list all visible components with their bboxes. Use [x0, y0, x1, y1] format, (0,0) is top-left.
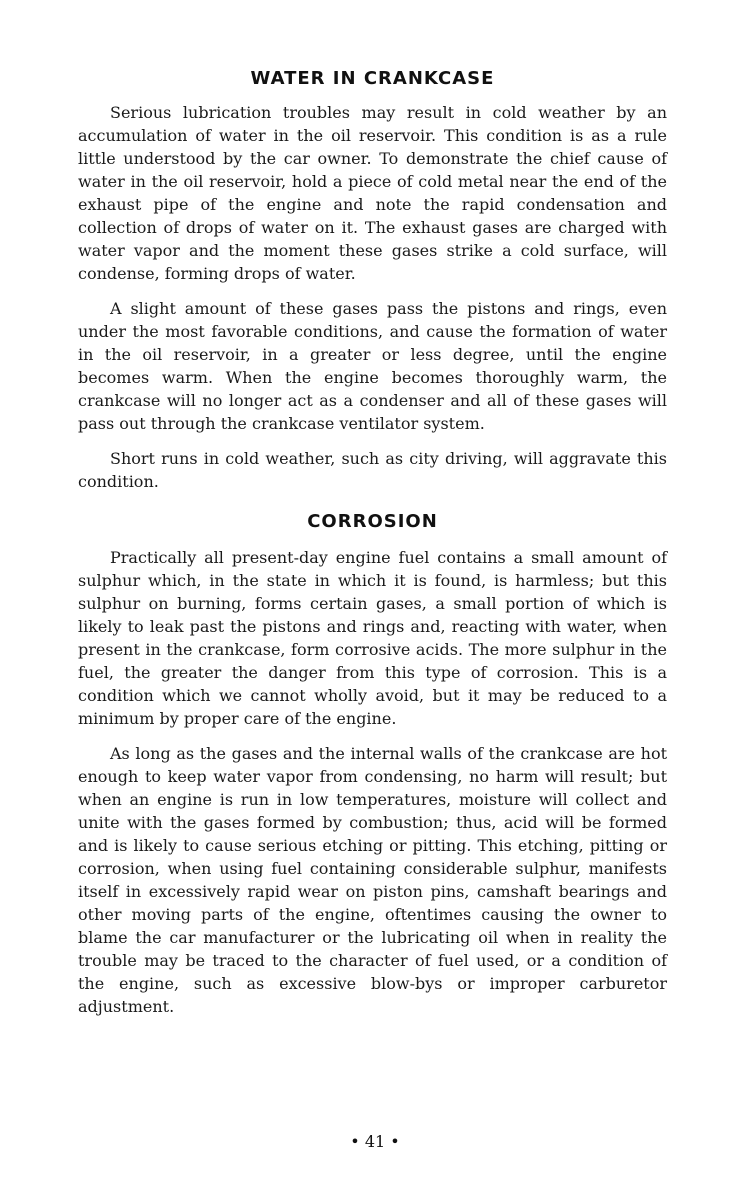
- paragraph-corrosion-1: Practically all present-day engine fuel contains a small amount of sulphur which, in the state in which it is found, is harmless; but this sulphur on burning, forms certain gases, a small portion of which is likely to leak past the pistons and rings and, reacting with water, when present in the crankcase, form corrosive acids. The more sulphur in the fuel, the greater the danger from this type of corrosion. This is a condition which we cannot wholly avoid, but it may be reduced to a minimum by proper care of the engine.: [78, 548, 667, 728]
- heading-water-in-crankcase: WATER IN CRANKCASE: [250, 68, 495, 89]
- page-number: • 41 •: [350, 1132, 400, 1151]
- page-content: [78, 68, 667, 1030]
- paragraph-water-2: A slight amount of these gases pass the pistons and rings, even under the most favorable conditions, and cause the formation of water in the oil reservoir, in a greater or less degree, until the engine becomes warm. When the engine becomes thoroughly warm, the crankcase will no longer act as a condenser and all of these gases will pass out through the crankcase ventilator system.: [78, 299, 667, 433]
- paragraph-water-3: Short runs in cold weather, such as city driving, will aggravate this condition.: [78, 449, 667, 491]
- paragraph-water-1: Serious lubrication troubles may result in cold weather by an accumulation of water in the oil reservoir. This condition is as a rule little understood by the car owner. To demonstrate the chief cause of water in the oil reservoir, hold a piece of cold metal near the end of the exhaust pipe of the engine and note the rapid condensation and collection of drops of water on it. The exhaust gases are charged with water vapor and the moment these gases strike a cold surface, will condense, forming drops of water.: [78, 103, 667, 283]
- heading-corrosion: CORROSION: [307, 511, 438, 532]
- paragraph-corrosion-2: As long as the gases and the internal walls of the crankcase are hot enough to keep water vapor from condensing, no harm will result; but when an engine is run in low temperatures, moisture will collect and unite with the gases formed by combustion; thus, acid will be formed and is likely to cause serious etching or pitting. This etching, pitting or corrosion, when using fuel containing considerable sulphur, manifests itself in excessively rapid wear on piston pins, camshaft bearings and other moving parts of the engine, oftentimes causing the owner to blame the car manufacturer or the lubricating oil when in reality the trouble may be traced to the character of fuel used, or a condition of the engine, such as excessive blow-bys or improper carburetor adjustment.: [78, 744, 667, 1016]
